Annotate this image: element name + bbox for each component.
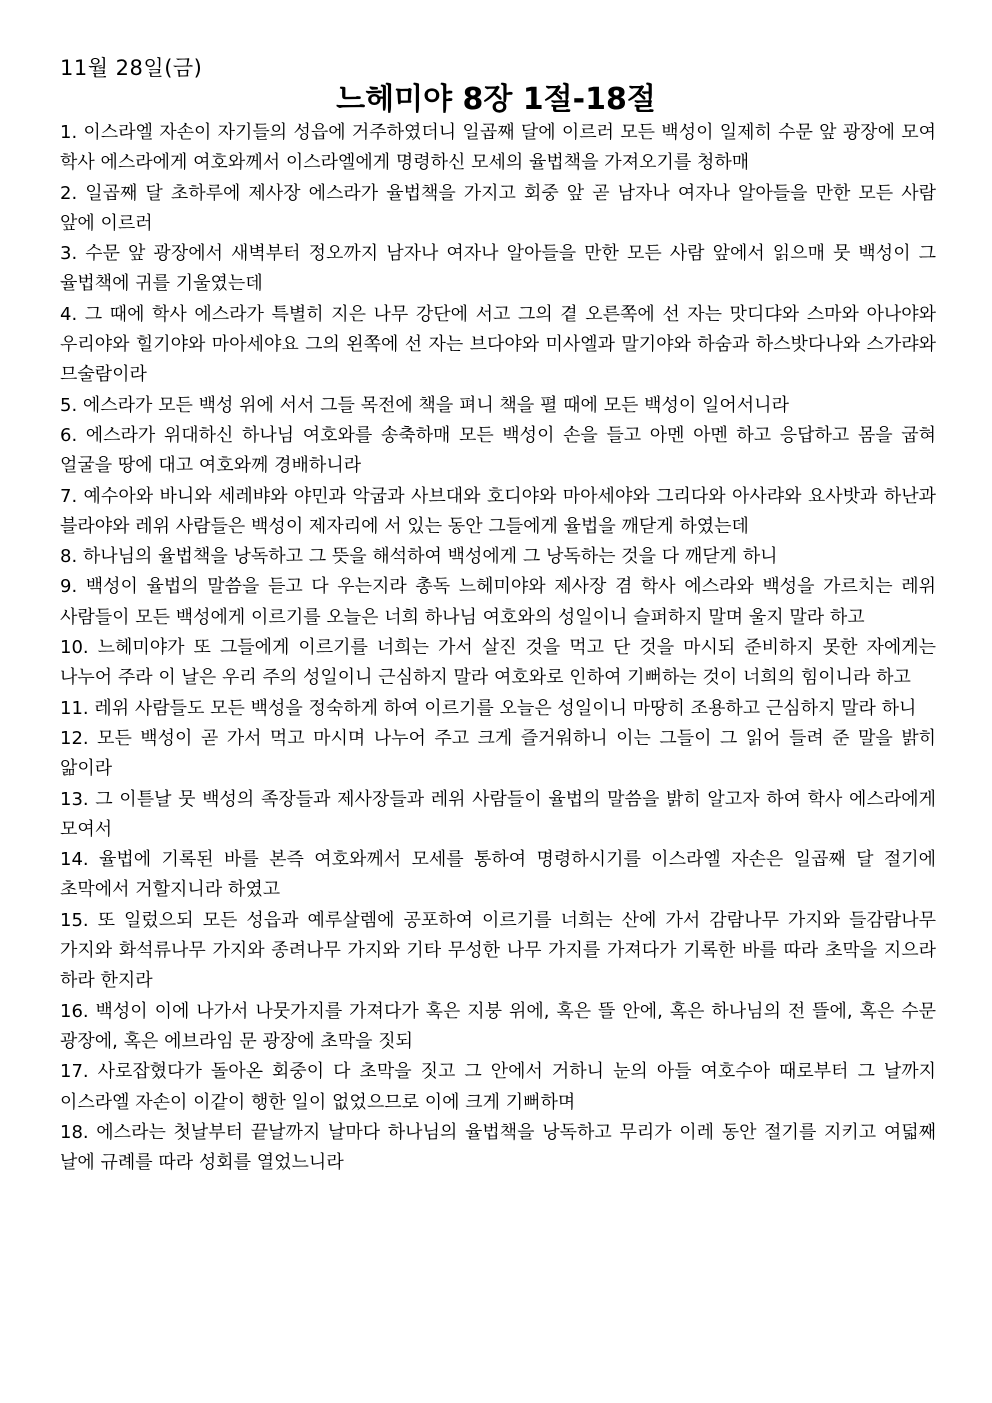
verse-3: 3. 수문 앞 광장에서 새벽부터 정오까지 남자나 여자나 알아들을 만한 모든 사람 앞에서 읽으매 뭇 백성이 그 율법책에 귀를 기울였는데 bbox=[60, 243, 936, 295]
verse-5: 5. 에스라가 모든 백성 위에 서서 그들 목전에 책을 펴니 책을 펼 때에 모든 백성이 일어서니라 bbox=[60, 394, 789, 416]
verse-8: 8. 하나님의 율법책을 낭독하고 그 뜻을 해석하여 백성에게 그 낭독하는 것을 다 깨닫게 하니 bbox=[60, 546, 778, 568]
verse-2: 2. 일곱째 달 초하루에 제사장 에스라가 율법책을 가지고 회중 앞 곧 남자나 여자나 알아들을 만한 모든 사람 앞에 이르러 bbox=[60, 182, 936, 234]
verse-16: 16. 백성이 이에 나가서 나뭇가지를 가져다가 혹은 지붕 위에, 혹은 뜰 안에, 혹은 하나님의 전 뜰에, 혹은 수문 광장에, 혹은 에브라임 문 광장에 초막을 짓되 bbox=[60, 1000, 936, 1052]
verse-4: 4. 그 때에 학사 에스라가 특별히 지은 나무 강단에 서고 그의 곁 오른쪽에 선 자는 맛디댜와 스마와 아나야와 우리야와 힐기야와 마아세야요 그의 왼쪽에 선 자는 브다야와 미사엘과 말기야와 하숨과 하스밧다나와 스가랴와 므술람이라 bbox=[60, 303, 936, 386]
date-label: 11월 28일(금) bbox=[60, 56, 203, 80]
verse-6: 6. 에스라가 위대하신 하나님 여호와를 송축하매 모든 백성이 손을 들고 아멘 아멘 하고 응답하고 몸을 굽혀 얼굴을 땅에 대고 여호와께 경배하니라 bbox=[60, 424, 936, 477]
verse-13: 13. 그 이튿날 뭇 백성의 족장들과 제사장들과 레위 사람들이 율법의 말씀을 밝히 알고자 하여 학사 에스라에게 모여서 bbox=[60, 788, 936, 840]
verse-14: 14. 율법에 기록된 바를 본즉 여호와께서 모세를 통하여 명령하시기를 이스라엘 자손은 일곱째 달 절기에 초막에서 거할지니라 하였고 bbox=[60, 849, 936, 901]
verse-list bbox=[60, 118, 936, 1178]
verse-9: 9. 백성이 율법의 말씀을 듣고 다 우는지라 총독 느헤미야와 제사장 겸 학사 에스라와 백성을 가르치는 레위 사람들이 모든 백성에게 이르기를 오늘은 너희 하나님 여호와의 성일이니 슬퍼하지 말며 울지 말라 하고 bbox=[60, 576, 936, 628]
verse-7: 7. 예수아와 바니와 세레뱌와 야민과 악굽과 사브대와 호디야와 마아세야와 그리다와 아사랴와 요사밧과 하난과 블라야와 레위 사람들은 백성이 제자리에 서 있는 동안 그들에게 율법을 깨닫게 하였는데 bbox=[60, 485, 936, 537]
verse-10: 10. 느헤미야가 또 그들에게 이르기를 너희는 가서 살진 것을 먹고 단 것을 마시되 준비하지 못한 자에게는 나누어 주라 이 날은 우리 주의 성일이니 근심하지 말라 여호와로 인하여 기뻐하는 것이 너희의 힘이니라 하고 bbox=[60, 637, 936, 689]
verse-18: 18. 에스라는 첫날부터 끝날까지 날마다 하나님의 율법책을 낭독하고 무리가 이레 동안 절기를 지키고 여덟째 날에 규례를 따라 성회를 열었느니라 bbox=[60, 1121, 936, 1174]
verse-11: 11. 레위 사람들도 모든 백성을 정숙하게 하여 이르기를 오늘은 성일이니 마땅히 조용하고 근심하지 말라 하니 bbox=[60, 697, 917, 719]
verse-15: 15. 또 일렀으되 모든 성읍과 예루살렘에 공포하여 이르기를 너희는 산에 가서 감람나무 가지와 들감람나무 가지와 화석류나무 가지와 종려나무 가지와 기타 무성한 나무 가지를 가져다가 기록한 바를 따라 초막을 지으라 하라 한지라 bbox=[60, 909, 936, 992]
verse-17: 17. 사로잡혔다가 돌아온 회중이 다 초막을 짓고 그 안에서 거하니 눈의 아들 여호수아 때로부터 그 날까지 이스라엘 자손이 이같이 행한 일이 없었으므로 이에 크게 기뻐하며 bbox=[60, 1061, 936, 1113]
verse-12: 12. 모든 백성이 곧 가서 먹고 마시며 나누어 주고 크게 즐거워하니 이는 그들이 그 읽어 들려 준 말을 밝히 앎이라 bbox=[60, 727, 936, 780]
page-title: 느헤미야 8장 1절-18절 bbox=[336, 82, 656, 117]
verse-1: 1. 이스라엘 자손이 자기들의 성읍에 거주하였더니 일곱째 달에 이르러 모든 백성이 일제히 수문 앞 광장에 모여 학사 에스라에게 여호와께서 이스라엘에게 명령하신 모세의 율법책을 가져오기를 청하매 bbox=[60, 122, 936, 174]
